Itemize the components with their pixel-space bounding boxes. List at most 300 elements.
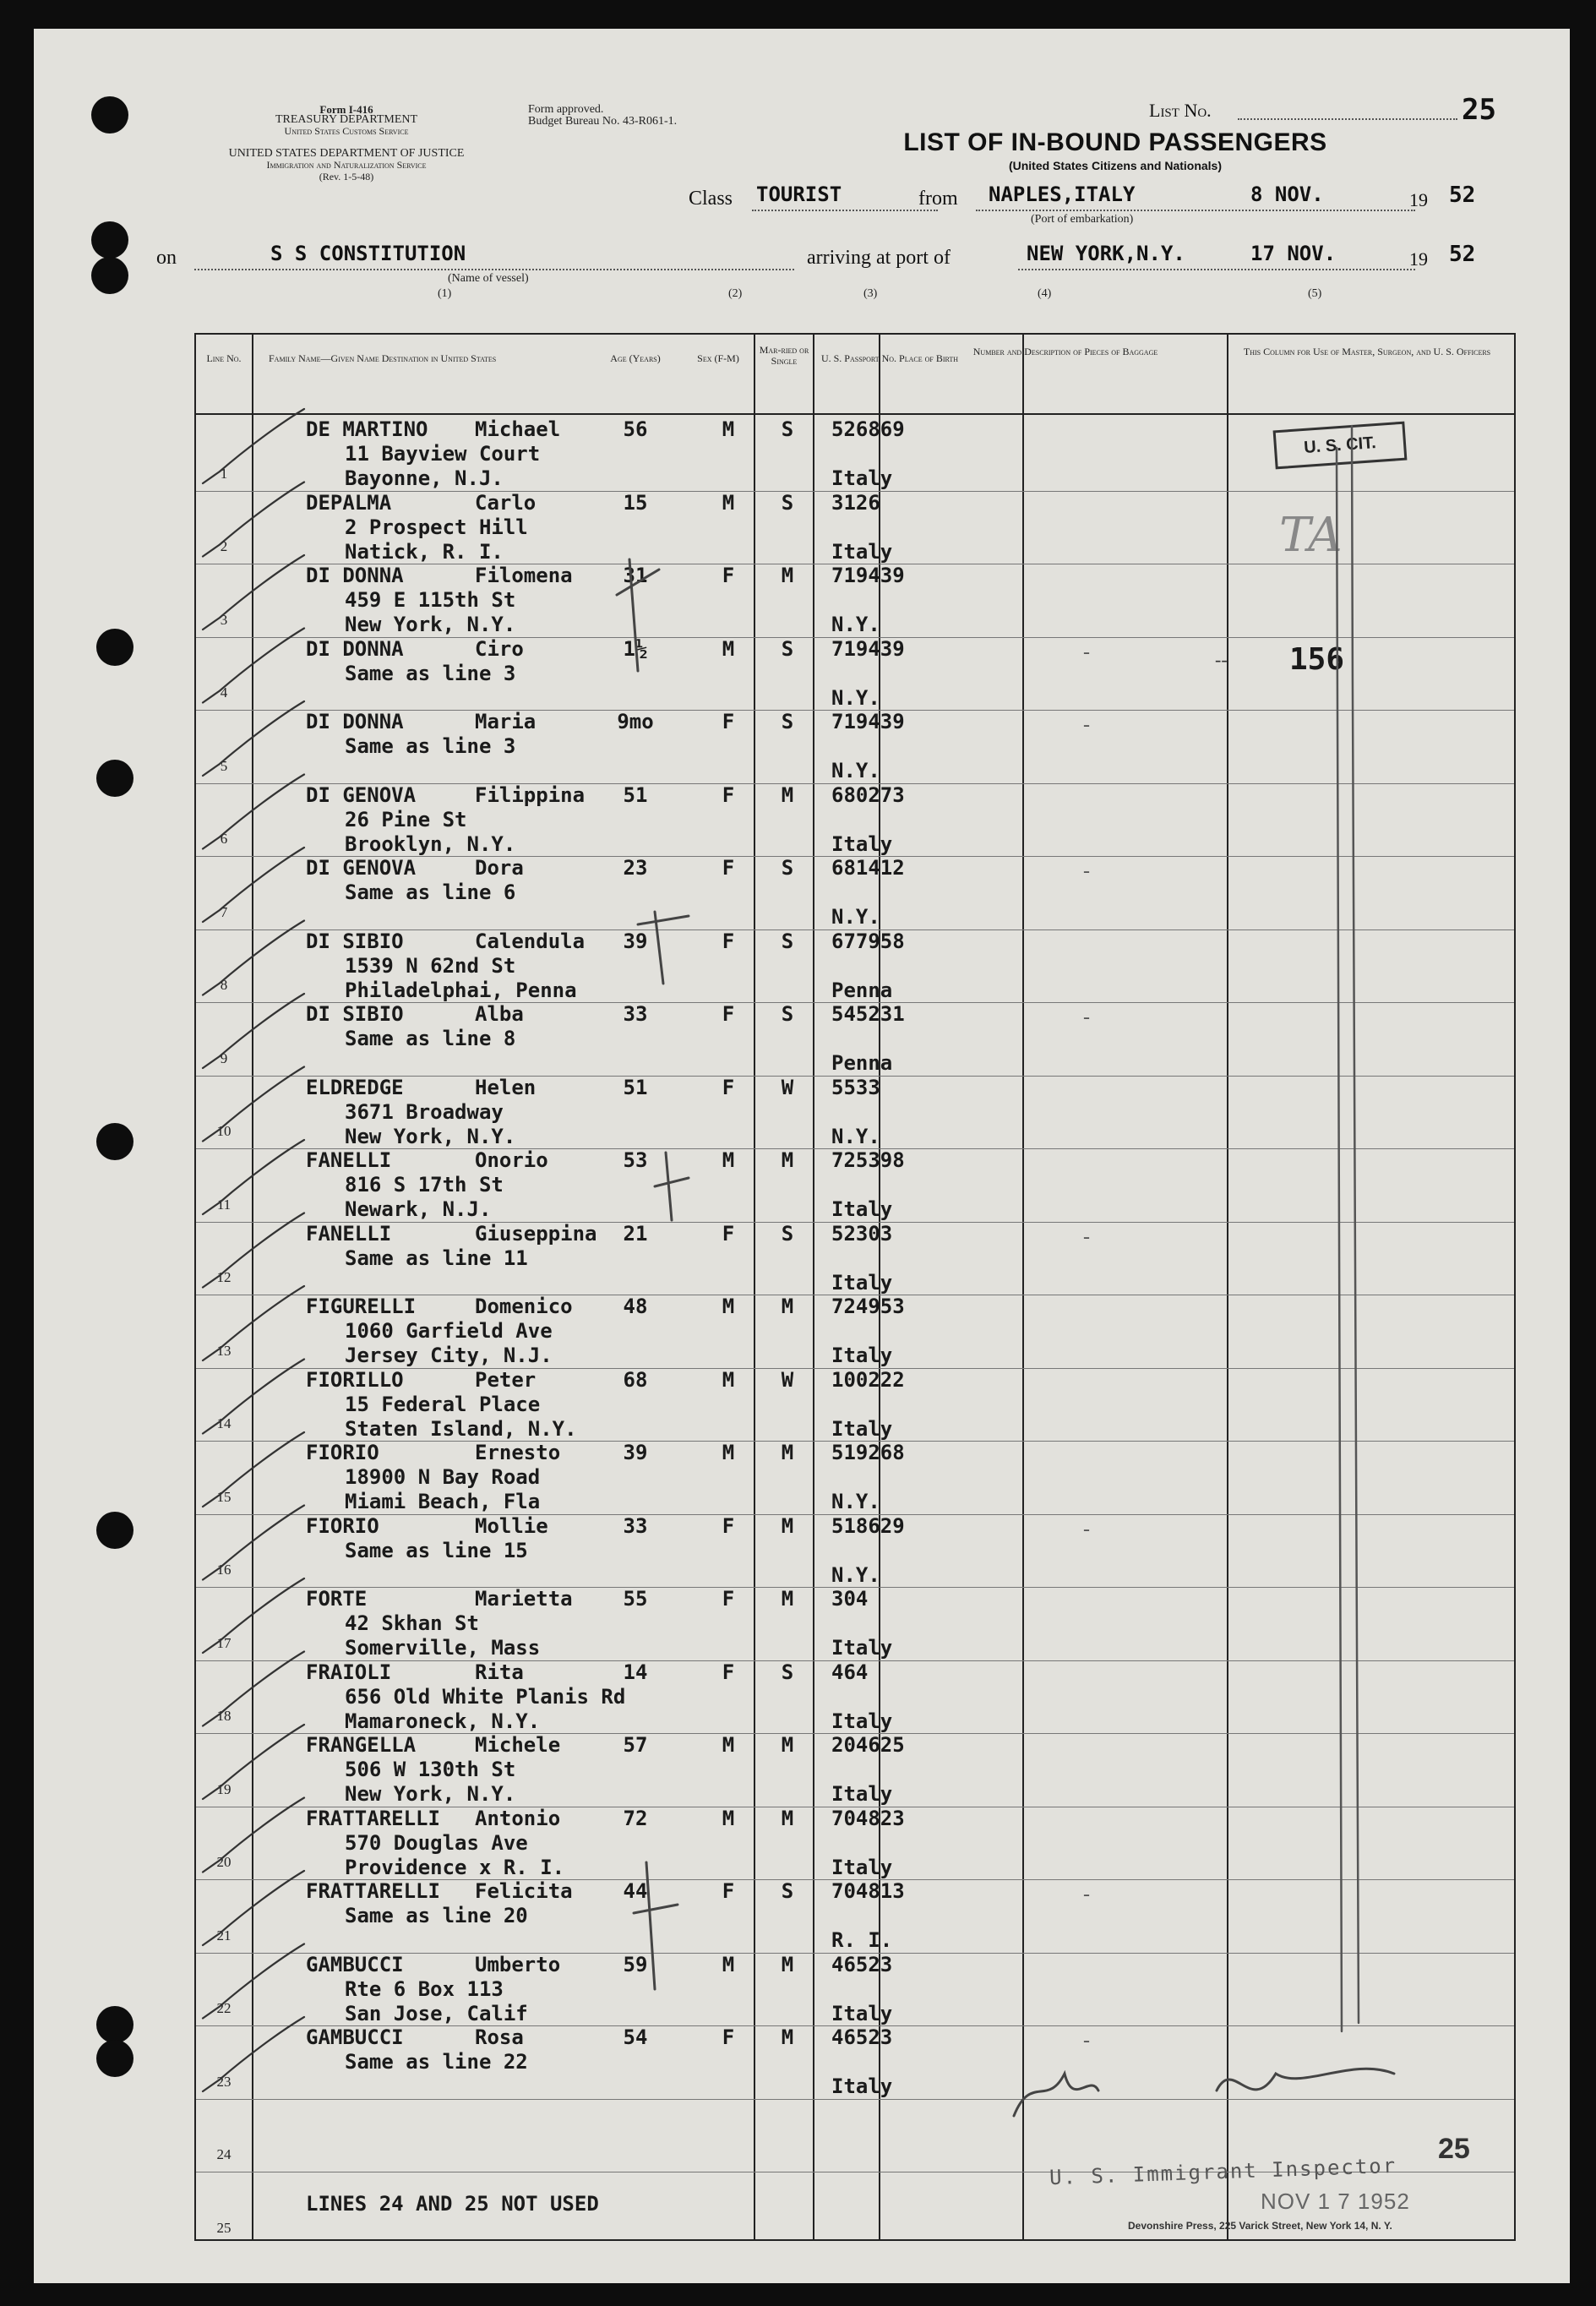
arriving-label: arriving at port of — [807, 247, 951, 269]
table-row — [196, 1148, 1514, 1222]
col-number-5: (5) — [1308, 287, 1322, 300]
cell-ms: S — [781, 710, 794, 733]
cell-family: ELDREDGE — [306, 1075, 404, 1099]
passenger-table — [194, 333, 1516, 2241]
cell-sex: M — [722, 1295, 735, 1318]
cell-baggage: - — [1083, 714, 1090, 736]
punch-hole — [96, 1512, 133, 1549]
cell-ms: S — [781, 1879, 794, 1903]
embarkation-date: 8 NOV. — [1250, 183, 1324, 206]
cell-baggage: - — [1083, 641, 1090, 663]
revision: (Rev. 1-5-48) — [319, 171, 374, 183]
year-prefix: 19 — [1409, 189, 1428, 210]
arrival-port: NEW YORK,N.Y. — [1027, 242, 1185, 265]
class-value: TOURIST — [756, 183, 842, 206]
cell-birth: N.Y. — [831, 1490, 880, 1513]
cell-age: 54 — [623, 2025, 648, 2049]
port-caption: (Port of embarkation) — [1031, 213, 1134, 226]
cell-given: Felicita — [475, 1879, 573, 1903]
cell-age: 48 — [623, 1295, 648, 1318]
cell-addr1: 26 Pine St — [345, 807, 467, 831]
cell-addr2: Bayonne, N.J. — [345, 466, 504, 490]
arrival-line — [1018, 269, 1415, 270]
cell-addr1: 1060 Garfield Ave — [345, 1319, 553, 1343]
line-number: 15 — [216, 1488, 232, 1505]
vessel-name: S S CONSTITUTION — [270, 242, 466, 265]
cell-ms: S — [781, 636, 794, 661]
cell-given: Michele — [475, 1733, 561, 1757]
cell-addr1: 570 Douglas Ave — [345, 1830, 528, 1855]
list-number: 25 — [1462, 93, 1496, 127]
cell-baggage: - — [1083, 860, 1090, 882]
punch-hole — [91, 221, 128, 259]
table-row — [196, 1076, 1514, 1149]
cell-addr1: Same as line 15 — [345, 1538, 528, 1562]
date-stamp: NOV 1 7 1952 — [1261, 2189, 1410, 2214]
cell-ms: M — [781, 1733, 794, 1757]
cell-ms: S — [781, 1221, 794, 1246]
list-no-label: List No. — [1149, 100, 1212, 121]
cell-passport: 545231 — [831, 1002, 905, 1026]
cell-passport: 680273 — [831, 782, 905, 807]
cell-age: 31 — [623, 564, 648, 587]
punch-hole — [96, 629, 133, 666]
line-number: 1 — [220, 465, 228, 482]
line-number: 4 — [220, 684, 228, 701]
cell-family: DI GENOVA — [306, 856, 417, 880]
cell-age: 55 — [623, 1587, 648, 1611]
punch-hole — [96, 2040, 133, 2077]
cell-age: 53 — [623, 1148, 648, 1172]
line-number: 2 — [220, 538, 228, 554]
col-head-sex: Sex (F-M) — [697, 352, 739, 364]
cell-family: DI GENOVA — [306, 782, 417, 807]
inspector-number: 25 — [1438, 2133, 1470, 2165]
col-number-3: (3) — [863, 287, 878, 300]
cell-birth: N.Y. — [831, 1562, 880, 1587]
count-prefix: -- — [1215, 649, 1228, 670]
cell-sex: F — [722, 929, 735, 953]
cell-family: FANELLI — [306, 1148, 392, 1172]
line-number: 16 — [216, 1562, 232, 1578]
cell-age: 33 — [623, 1002, 648, 1026]
cell-given: Dora — [475, 856, 524, 880]
cell-addr2: Newark, N.J. — [345, 1197, 492, 1221]
cell-addr2: Brooklyn, N.Y. — [345, 831, 516, 856]
table-row — [196, 1879, 1514, 1953]
form-approved: Form approved. — [528, 103, 604, 116]
cell-age: 51 — [623, 782, 648, 807]
cell-addr1: 459 E 115th St — [345, 588, 516, 612]
cell-sex: F — [722, 1660, 735, 1684]
cell-given: Helen — [475, 1075, 537, 1099]
cell-sex: F — [722, 1075, 735, 1099]
cell-baggage: - — [1083, 1006, 1090, 1028]
ins-service: Immigration and Naturalization Service — [266, 159, 427, 171]
cell-ms: M — [781, 1441, 794, 1464]
cell-given: Carlo — [475, 490, 537, 515]
cell-age: 23 — [623, 856, 648, 880]
col-head-age: Age (Years) — [610, 352, 661, 364]
cell-age: 15 — [623, 490, 648, 515]
cell-addr2: Jersey City, N.J. — [345, 1344, 553, 1367]
line-number: 23 — [216, 2073, 232, 2090]
cell-passport: 719439 — [831, 710, 905, 733]
cell-sex: M — [722, 490, 735, 515]
cell-sex: M — [722, 1441, 735, 1464]
cell-family: FIORIO — [306, 1513, 379, 1538]
table-row — [196, 710, 1514, 783]
officer-initials: TA — [1279, 508, 1343, 563]
col-head-married: Mar-ried or Single — [759, 344, 809, 367]
arrival-year: 52 — [1449, 242, 1476, 267]
cell-passport: 719439 — [831, 636, 905, 661]
cell-birth: Italy — [831, 831, 893, 856]
cell-birth: Italy — [831, 2001, 893, 2025]
cell-given: Michael — [475, 417, 561, 441]
punch-hole — [91, 257, 128, 294]
line-number: 9 — [220, 1049, 228, 1066]
cell-birth: Italy — [831, 1709, 893, 1733]
cell-birth: Penna — [831, 978, 893, 1002]
not-used-note: LINES 24 AND 25 NOT USED — [306, 2192, 599, 2216]
cell-addr1: 42 Skhan St — [345, 1611, 479, 1635]
cell-given: Maria — [475, 710, 537, 733]
line-number: 25 — [216, 2219, 232, 2236]
cell-family: DI SIBIO — [306, 929, 404, 953]
cell-sex: F — [722, 2025, 735, 2049]
cell-given: Umberto — [475, 1952, 561, 1976]
cell-birth: Italy — [831, 1782, 893, 1806]
line-number: 3 — [220, 611, 228, 628]
us-citizen-stamp: U. S. CIT. — [1273, 422, 1408, 470]
cell-sex: F — [722, 710, 735, 733]
col-number-4: (4) — [1038, 287, 1052, 300]
arrival-year-prefix: 19 — [1409, 248, 1428, 270]
cell-passport: 724953 — [831, 1295, 905, 1318]
cell-addr1: 816 S 17th St — [345, 1173, 504, 1197]
cell-family: FRATTARELLI — [306, 1879, 440, 1903]
cell-addr1: Same as line 3 — [345, 734, 516, 758]
cell-birth: Italy — [831, 1197, 893, 1221]
cell-age: 44 — [623, 1879, 648, 1903]
cell-addr2: New York, N.Y. — [345, 1124, 516, 1148]
cell-given: Giuseppina — [475, 1221, 597, 1246]
cell-given: Rita — [475, 1660, 524, 1684]
cell-sex: M — [722, 1733, 735, 1757]
cell-addr1: Same as line 11 — [345, 1246, 528, 1270]
form-number: Form I-416 — [319, 103, 373, 116]
cell-given: Marietta — [475, 1587, 573, 1611]
cell-passport: 46523 — [831, 2025, 893, 2049]
cell-passport: 677958 — [831, 929, 905, 953]
table-row — [196, 564, 1514, 637]
cell-addr2: New York, N.Y. — [345, 1782, 516, 1806]
cell-family: FRANGELLA — [306, 1733, 417, 1757]
cell-ms: M — [781, 564, 794, 587]
table-row — [196, 1002, 1514, 1076]
line-number: 14 — [216, 1415, 232, 1431]
cell-age: 1½ — [623, 636, 648, 661]
inspector-stamp: U. S. Immigrant Inspector — [1049, 2153, 1397, 2190]
justice-dept: UNITED STATES DEPARTMENT OF JUSTICE — [228, 147, 465, 160]
cell-ms: M — [781, 1587, 794, 1611]
punch-hole — [96, 2006, 133, 2043]
cell-age: 56 — [623, 417, 648, 441]
cell-addr1: Same as line 6 — [345, 880, 516, 904]
line-number: 17 — [216, 1634, 232, 1651]
line-number: 11 — [216, 1196, 232, 1213]
cell-age: 68 — [623, 1367, 648, 1392]
line-number: 22 — [216, 2000, 232, 2016]
cell-addr1: Same as line 20 — [345, 1904, 528, 1927]
cell-ms: M — [781, 1806, 794, 1830]
cell-given: Ciro — [475, 636, 524, 661]
class-label: Class — [689, 188, 733, 210]
form-subtitle: (United States Citizens and Nationals) — [1008, 159, 1223, 172]
cell-passport: 204625 — [831, 1733, 905, 1757]
form-sheet — [34, 29, 1570, 2283]
cell-family: FIGURELLI — [306, 1295, 417, 1318]
class-line — [752, 210, 938, 211]
cell-baggage: - — [1083, 1225, 1090, 1248]
customs-service: United States Customs Service — [284, 125, 409, 137]
line-number: 6 — [220, 831, 228, 847]
cell-ms: M — [781, 1513, 794, 1538]
line-number: 24 — [216, 2146, 232, 2162]
cell-ms: M — [781, 782, 794, 807]
cell-birth: Italy — [831, 2074, 893, 2098]
passenger-count: 156 — [1289, 642, 1345, 677]
cell-addr1: Same as line 22 — [345, 2050, 528, 2074]
cell-ms: S — [781, 417, 794, 441]
cell-ms: W — [781, 1075, 794, 1099]
cell-family: GAMBUCCI — [306, 2025, 404, 2049]
cell-baggage: - — [1083, 2030, 1090, 2052]
cell-baggage: - — [1083, 1518, 1090, 1540]
line-number: 13 — [216, 1342, 232, 1359]
vessel-line — [194, 269, 794, 270]
cell-addr2: Staten Island, N.Y. — [345, 1416, 577, 1441]
cell-passport: 304 — [831, 1587, 869, 1611]
cell-birth: Italy — [831, 466, 893, 490]
cell-addr2: Mamaroneck, N.Y. — [345, 1709, 541, 1733]
cell-addr1: 18900 N Bay Road — [345, 1465, 541, 1489]
cell-passport: 725398 — [831, 1148, 905, 1172]
cell-addr2: Miami Beach, Fla — [345, 1490, 541, 1513]
line-number: 5 — [220, 757, 228, 774]
col-head-officers: This Column for Use of Master, Surgeon, and U. S. Officers — [1243, 346, 1491, 357]
cell-sex: F — [722, 1002, 735, 1026]
col-number-2: (2) — [728, 287, 743, 300]
cell-age: 57 — [623, 1733, 648, 1757]
cell-passport: 46523 — [831, 1952, 893, 1976]
cell-addr2: Natick, R. I. — [345, 539, 504, 564]
cell-sex: F — [722, 1879, 735, 1903]
cell-family: DI SIBIO — [306, 1002, 404, 1026]
cell-age: 33 — [623, 1513, 648, 1538]
cell-birth: Italy — [831, 1270, 893, 1295]
cell-ms: M — [781, 1148, 794, 1172]
cell-sex: M — [722, 1148, 735, 1172]
table-row — [196, 1514, 1514, 1588]
table-row — [196, 1295, 1514, 1368]
col-head-line-no: Line No. — [206, 352, 242, 364]
cell-passport: 681412 — [831, 856, 905, 880]
cell-ms: S — [781, 490, 794, 515]
cell-given: Onorio — [475, 1148, 548, 1172]
cell-birth: N.Y. — [831, 613, 880, 636]
vessel-caption: (Name of vessel) — [448, 272, 529, 285]
line-number: 7 — [220, 903, 228, 920]
cell-sex: F — [722, 1587, 735, 1611]
table-row — [196, 1441, 1514, 1514]
cell-ms: W — [781, 1367, 794, 1392]
cell-birth: N.Y. — [831, 1124, 880, 1148]
form-title: LIST OF IN-BOUND PASSENGERS — [903, 128, 1327, 156]
cell-age: 39 — [623, 1441, 648, 1464]
table-row — [196, 2025, 1514, 2099]
cell-family: FORTE — [306, 1587, 368, 1611]
col-head-passport: U. S. Passport No. Place of Birth — [820, 352, 959, 364]
col-head-baggage: Number and Description of Pieces of Baggage — [972, 346, 1158, 357]
table-row — [196, 929, 1514, 1003]
col-number-1: (1) — [438, 287, 452, 300]
cell-given: Domenico — [475, 1295, 573, 1318]
embarkation-port: NAPLES,ITALY — [989, 183, 1136, 206]
budget-bureau: Budget Bureau No. 43-R061-1. — [528, 115, 678, 128]
cell-sex: F — [722, 782, 735, 807]
line-number: 12 — [216, 1269, 232, 1285]
cell-sex: M — [722, 417, 735, 441]
cell-family: FANELLI — [306, 1221, 392, 1246]
cell-sex: F — [722, 856, 735, 880]
printer-credit: Devonshire Press, 225 Varick Street, New York 14, N. Y. — [1128, 2220, 1392, 2232]
cell-given: Calendula — [475, 929, 586, 953]
cell-passport: 100222 — [831, 1367, 905, 1392]
cell-birth: Italy — [831, 1636, 893, 1660]
treasury-dept: TREASURY DEPARTMENT — [275, 113, 418, 126]
cell-birth: N.Y. — [831, 759, 880, 782]
line-number: 21 — [216, 1927, 232, 1943]
cell-family: DE MARTINO — [306, 417, 428, 441]
cell-ms: S — [781, 856, 794, 880]
cell-sex: M — [722, 636, 735, 661]
cell-passport: 719439 — [831, 564, 905, 587]
table-row — [196, 1587, 1514, 1660]
cell-given: Filomena — [475, 564, 573, 587]
cell-addr1: 2 Prospect Hill — [345, 515, 528, 539]
cell-family: FIORILLO — [306, 1367, 404, 1392]
cell-passport: 704813 — [831, 1879, 905, 1903]
cell-sex: F — [722, 1221, 735, 1246]
cell-sex: M — [722, 1952, 735, 1976]
cell-passport: 518629 — [831, 1513, 905, 1538]
table-row — [196, 783, 1514, 857]
from-label: from — [918, 188, 958, 210]
cell-ms: S — [781, 1002, 794, 1026]
cell-addr1: 656 Old White Planis Rd — [345, 1684, 626, 1709]
table-row — [196, 1733, 1514, 1807]
cell-given: Ernesto — [475, 1441, 561, 1464]
cell-family: DEPALMA — [306, 490, 392, 515]
line-number: 19 — [216, 1780, 232, 1797]
cell-birth: Penna — [831, 1051, 893, 1075]
cell-given: Peter — [475, 1367, 537, 1392]
cell-ms: M — [781, 2025, 794, 2049]
cell-family: DI DONNA — [306, 636, 404, 661]
cell-birth: Italy — [831, 1344, 893, 1367]
cell-passport: 704823 — [831, 1806, 905, 1830]
cell-age: 51 — [623, 1075, 648, 1099]
col-head-name: Family Name—Given Name Destination in United States — [269, 352, 497, 364]
cell-sex: F — [722, 564, 735, 587]
cell-passport: 526869 — [831, 417, 905, 441]
line-number: 18 — [216, 1708, 232, 1724]
cell-addr2: Somerville, Mass — [345, 1636, 541, 1660]
cell-addr1: 11 Bayview Court — [345, 442, 541, 466]
cell-given: Filippina — [475, 782, 586, 807]
cell-addr2: Providence x R. I. — [345, 1855, 565, 1879]
cell-addr2: San Jose, Calif — [345, 2001, 528, 2025]
cell-ms: M — [781, 1295, 794, 1318]
cell-birth: N.Y. — [831, 905, 880, 929]
cell-addr1: Rte 6 Box 113 — [345, 1976, 504, 2001]
cell-birth: Italy — [831, 539, 893, 564]
table-row — [196, 1368, 1514, 1442]
cell-passport: 52303 — [831, 1221, 893, 1246]
cell-age: 14 — [623, 1660, 648, 1684]
cell-given: Mollie — [475, 1513, 548, 1538]
from-line — [976, 210, 1415, 211]
cell-addr1: 15 Federal Place — [345, 1392, 541, 1416]
cell-ms: M — [781, 1952, 794, 1976]
cell-family: FRATTARELLI — [306, 1806, 440, 1830]
line-number: 20 — [216, 1854, 232, 1870]
on-label: on — [156, 247, 177, 269]
cell-family: FIORIO — [306, 1441, 379, 1464]
cell-age: 39 — [623, 929, 648, 953]
cell-family: DI DONNA — [306, 564, 404, 587]
cell-given: Rosa — [475, 2025, 524, 2049]
table-row — [196, 1953, 1514, 2026]
cell-family: FRAIOLI — [306, 1660, 392, 1684]
cell-sex: M — [722, 1367, 735, 1392]
cell-ms: S — [781, 929, 794, 953]
cell-sex: M — [722, 1806, 735, 1830]
cell-age: 21 — [623, 1221, 648, 1246]
cell-sex: F — [722, 1513, 735, 1538]
cell-addr1: 3671 Broadway — [345, 1099, 504, 1124]
punch-hole — [96, 760, 133, 797]
cell-birth: Italy — [831, 1855, 893, 1879]
arrival-date: 17 NOV. — [1250, 242, 1337, 265]
cell-given: Antonio — [475, 1806, 561, 1830]
cell-baggage: - — [1083, 1884, 1090, 1905]
punch-hole — [96, 1123, 133, 1160]
cell-given: Alba — [475, 1002, 524, 1026]
punch-hole — [91, 96, 128, 134]
cell-age: 59 — [623, 1952, 648, 1976]
cell-birth: R. I. — [831, 1928, 893, 1952]
embarkation-year: 52 — [1449, 183, 1476, 208]
table-row — [196, 856, 1514, 929]
cell-passport: 464 — [831, 1660, 869, 1684]
cell-passport: 519268 — [831, 1441, 905, 1464]
cell-birth: N.Y. — [831, 685, 880, 710]
cell-addr1: 1539 N 62nd St — [345, 953, 516, 978]
list-no-line — [1238, 118, 1457, 120]
